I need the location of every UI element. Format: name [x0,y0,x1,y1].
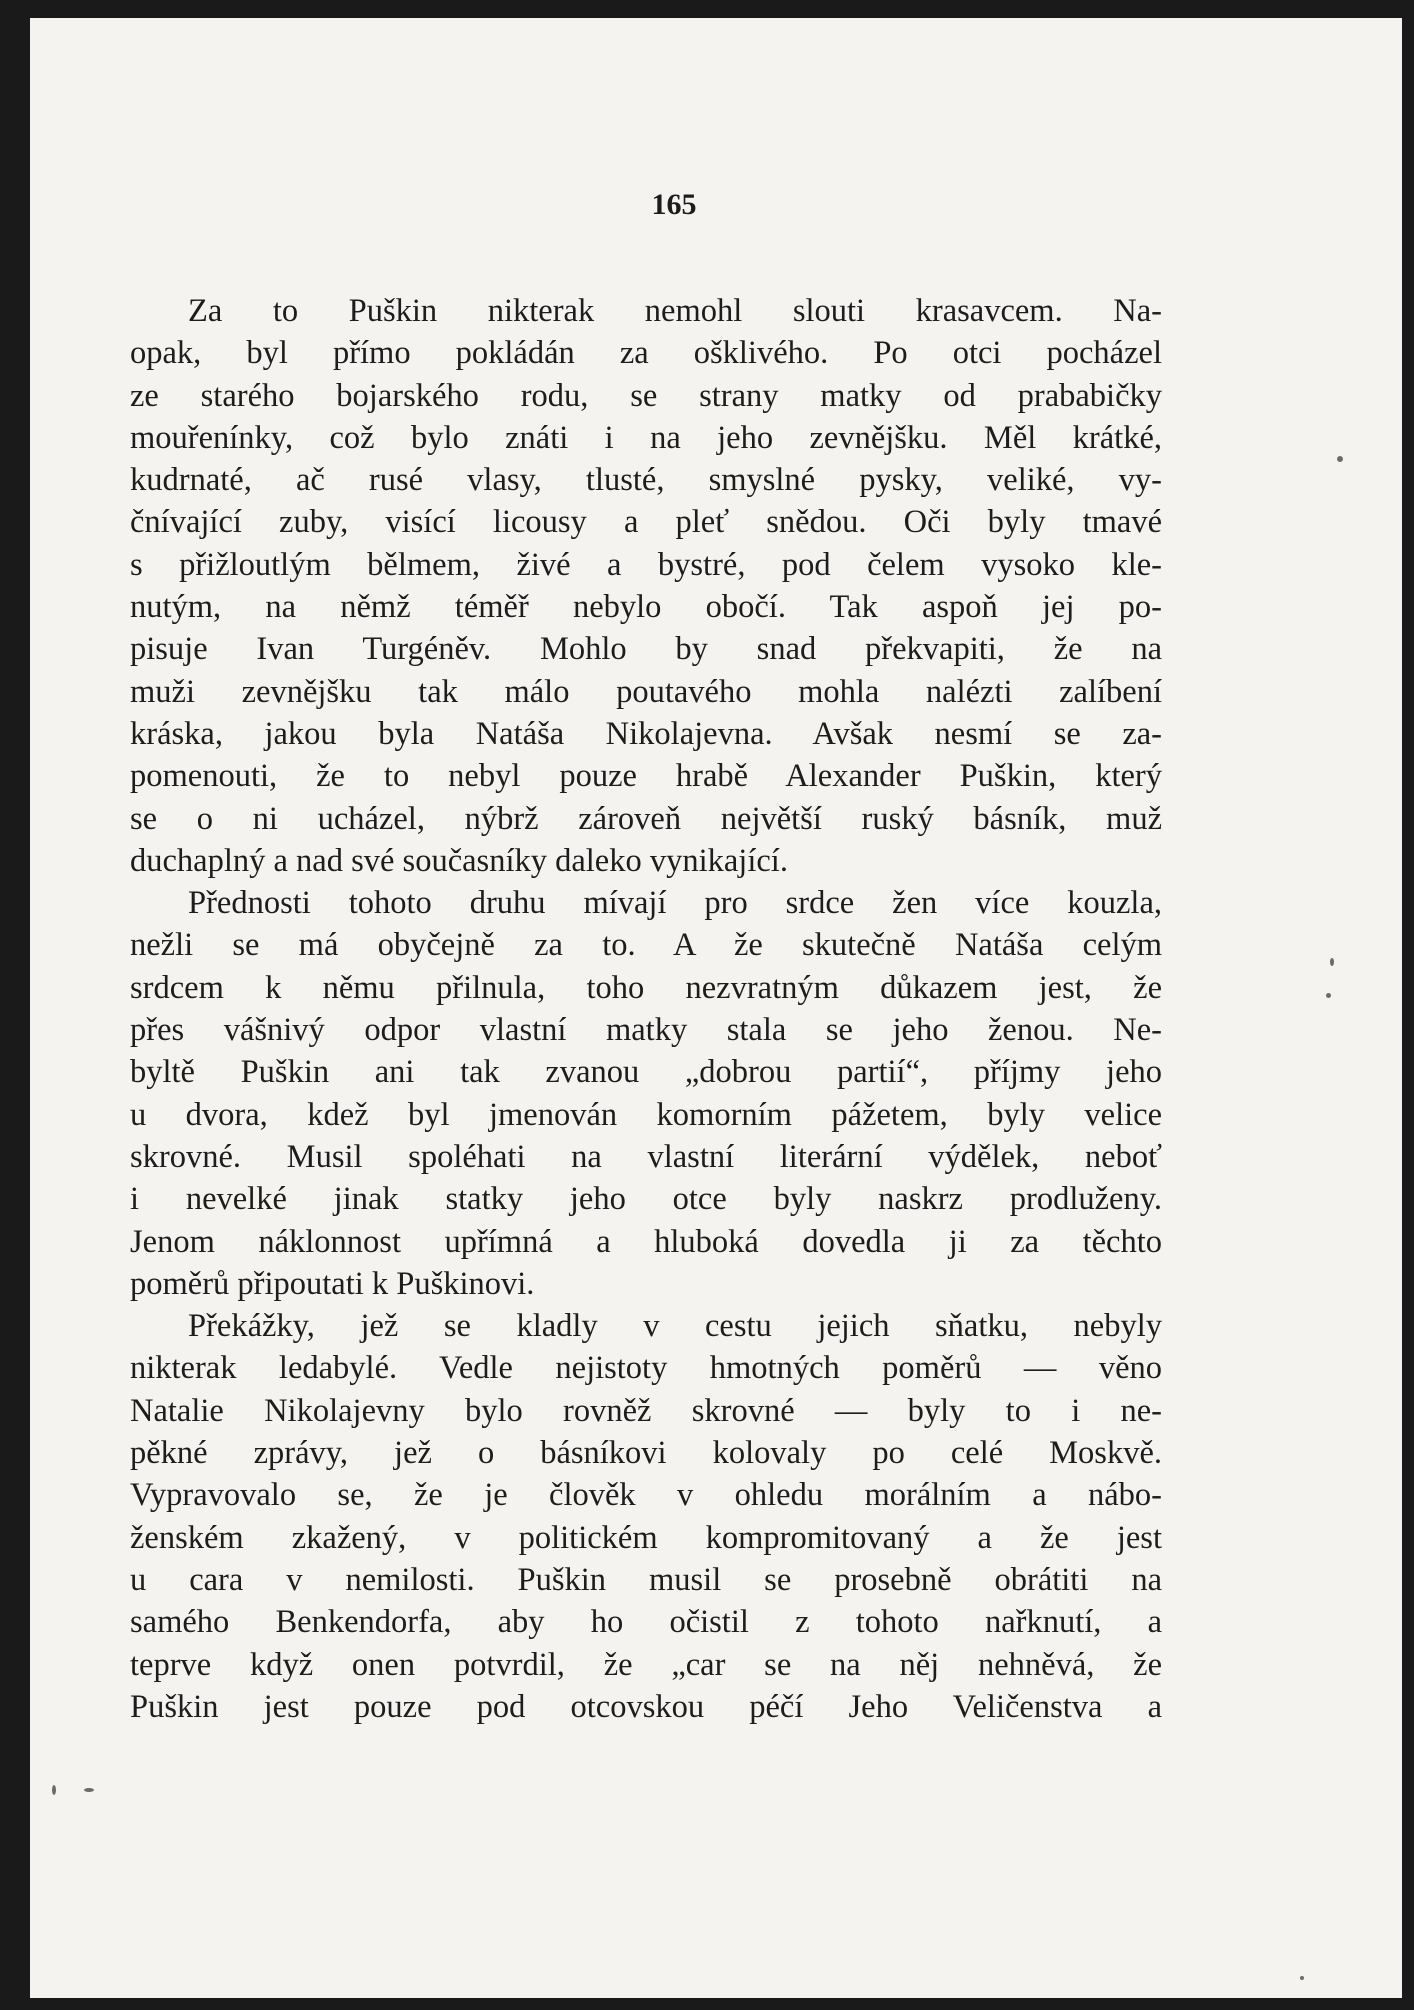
text-line: u cara v nemilosti. Puškin musil se prosebně obrátiti na [130,1561,1162,1598]
paragraph-1 [130,290,1162,882]
book-page [30,18,1402,1998]
scan-speck [1330,958,1334,966]
paragraph-3 [130,1305,1162,1728]
scan-speck [1337,456,1343,462]
paragraph-2 [130,882,1162,1305]
text-line: mouřenínky, což bylo znáti i na jeho zevnějšku. Měl krátké, [130,419,1162,456]
text-line: samého Benkendorfa, aby ho očistil z tohoto nařknutí, a [130,1604,1162,1641]
text-line: muži zevnějšku tak málo poutavého mohla nalézti zalíbení [130,673,1162,710]
text-line: Překážky, jež se kladly v cestu jejich sňatku, nebyly [188,1308,1162,1345]
text-line: kudrnaté, ač rusé vlasy, tlusté, smyslné pysky, veliké, vy- [130,462,1162,499]
text-line: poměrů připoutati k Puškinovi. [130,1265,535,1302]
scan-speck [84,1788,94,1792]
scan-speck [1326,993,1331,998]
page-number: 165 [651,188,697,221]
body-text [130,290,1162,1728]
text-line: kráska, jakou byla Natáša Nikolajevna. Avšak nesmí se za- [130,715,1162,752]
text-line: srdcem k němu přilnula, toho nezvratným důkazem jest, že [130,969,1162,1006]
text-line: skrovné. Musil spoléhati na vlastní literární výdělek, neboť [130,1138,1162,1175]
text-line: pisuje Ivan Turgéněv. Mohlo by snad překvapiti, že na [130,631,1162,668]
scan-speck [1300,1976,1304,1980]
text-line: Přednosti tohoto druhu mívají pro srdce žen více kouzla, [188,885,1162,922]
text-line: nutým, na němž téměř nebylo obočí. Tak aspoň jej po- [130,589,1162,626]
text-line: Puškin jest pouze pod otcovskou péčí Jeho Veličenstva a [130,1688,1162,1725]
text-line: ze starého bojarského rodu, se strany matky od prababičky [130,377,1162,414]
text-line: se o ni ucházel, nýbrž zároveň největší ruský básník, muž [130,800,1162,837]
text-line: teprve když onen potvrdil, že „car se na něj nehněvá, že [130,1646,1162,1683]
text-line: přes vášnivý odpor vlastní matky stala se jeho ženou. Ne- [130,1012,1162,1049]
text-line: i nevelké jinak statky jeho otce byly naskrz prodluženy. [130,1181,1162,1218]
text-line: ženském zkažený, v politickém kompromitovaný a že jest [130,1519,1162,1556]
text-line: s přižloutlým bělmem, živé a bystré, pod čelem vysoko kle- [130,546,1162,583]
text-line: u dvora, kdež byl jmenován komorním pážetem, byly velice [130,1096,1162,1133]
text-line: Vypravovalo se, že je člověk v ohledu morálním a nábo- [130,1477,1162,1514]
text-line: nikterak ledabylé. Vedle nejistoty hmotných poměrů — věno [130,1350,1162,1387]
text-line: nežli se má obyčejně za to. A že skutečně Natáša celým [130,927,1162,964]
text-line: opak, byl přímo pokládán za ošklivého. Po otci pocházel [130,335,1162,372]
text-line: byltě Puškin ani tak zvanou „dobrou partií“, příjmy jeho [130,1054,1162,1091]
text-line: Jenom náklonnost upřímná a hluboká dovedla ji za těchto [130,1223,1162,1260]
text-line: Za to Puškin nikterak nemohl slouti krasavcem. Na- [188,293,1162,329]
text-line: Natalie Nikolajevny bylo rovněž skrovné — byly to i ne- [130,1392,1162,1429]
text-line: pomenouti, že to nebyl pouze hrabě Alexander Puškin, který [130,758,1162,795]
text-line: duchaplný a nad své současníky daleko vynikající. [130,842,788,879]
scan-speck [52,1785,56,1795]
text-line: čnívající zuby, visící licousy a pleť snědou. Oči byly tmavé [130,504,1162,541]
text-line: pěkné zprávy, jež o básníkovi kolovaly po celé Moskvě. [130,1435,1162,1472]
